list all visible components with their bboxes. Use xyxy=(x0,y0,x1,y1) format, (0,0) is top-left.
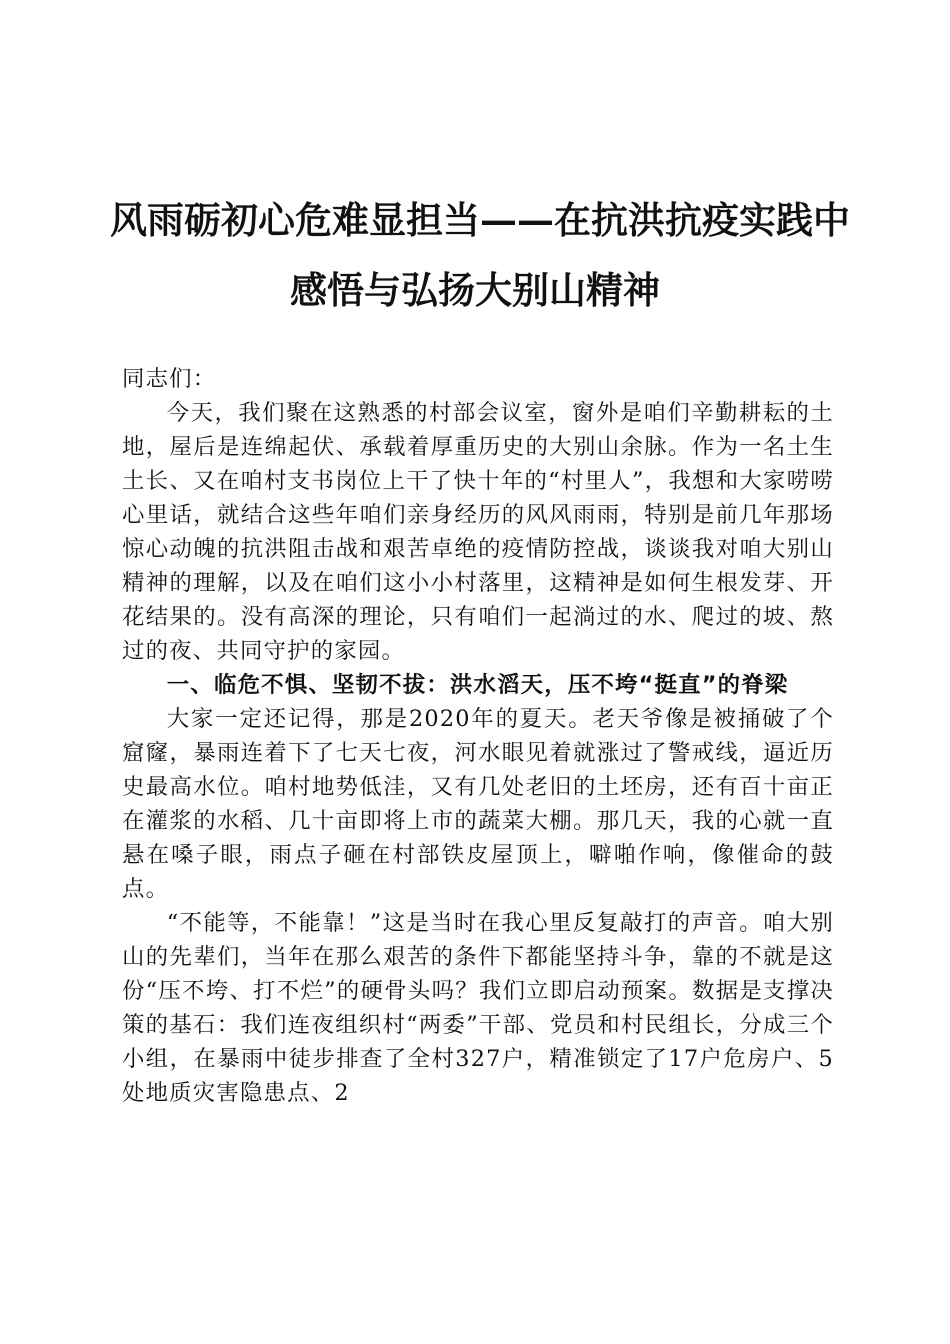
document-body xyxy=(122,362,834,1110)
paragraph-intro: 今天，我们聚在这熟悉的村部会议室，窗外是咱们辛勤耕耘的土地，屋后是连绵起伏、承载着厚重历史的大别山余脉。作为一名土生土长、又在咱村支书岗位上干了快十年的“村里人”，我想和大家唠唠心里话，就结合这些年咱们亲身经历的风风雨雨，特别是前几年那场惊心动魄的抗洪阻击战和艰苦卓绝的疫情防控战，谈谈我对咱大别山精神的理解，以及在咱们这小小村落里，这精神是如何生根发芽、开花结果的。没有高深的理论，只有咱们一起淌过的水、爬过的坡、熬过的夜、共同守护的家园。 xyxy=(122,400,834,664)
paragraph-flood-summer: 大家一定还记得，那是2020年的夏天。老天爷像是被捅破了个窟窿，暴雨连着下了七天七夜，河水眼见着就涨过了警戒线，逼近历史最高水位。咱村地势低洼，又有几处老旧的土坯房，还有百十亩正在灌浆的水稻、几十亩即将上市的蔬菜大棚。那几天，我的心就一直悬在嗓子眼，雨点子砸在村部铁皮屋顶上，噼啪作响，像催命的鼓点。 xyxy=(122,706,834,902)
document-title-line-1: 风雨砺初心危难显担当——在抗洪抗疫实践中 xyxy=(110,198,850,242)
document-title-line-2: 感悟与弘扬大别山精神 xyxy=(290,268,660,312)
section-heading-1: 一、临危不惧、坚韧不拔：洪水滔天，压不垮“挺直”的脊梁 xyxy=(166,672,789,698)
paragraph-flood-response: “不能等，不能靠！”这是当时在我心里反复敲打的声音。咱大别山的先辈们，当年在那么艰苦的条件下都能坚持斗争，靠的不就是这份“压不垮、打不烂”的硬骨头吗？我们立即启动预案。数据是支撑决策的基石：我们连夜组织村“两委”干部、党员和村民组长，分成三个小组，在暴雨中徒步排查了全村327户，精准锁定了17户危房户、5处地质灾害隐患点、2 xyxy=(122,910,834,1106)
salutation: 同志们： xyxy=(122,366,217,392)
